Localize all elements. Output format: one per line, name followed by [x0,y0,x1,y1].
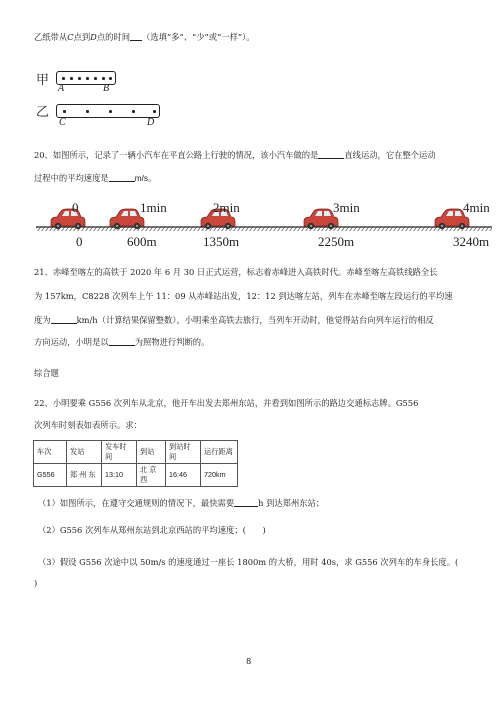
train-timetable [33,440,238,487]
page-number: 8 [246,656,252,666]
timetable-header: 发车时间 [102,441,137,464]
q21-text: 度为 [34,315,51,325]
timetable-header: 运行距离 [201,441,238,464]
tape-yi-dot [63,110,66,113]
timetable-cell: 北京西 [137,464,166,487]
q20-text: 直线运动，它在整个运动 [344,150,436,160]
tape-jia-dot [62,77,65,80]
q21-text: 为照物进行判断的。 [134,337,210,347]
q20-blank-motion[interactable] [318,149,344,159]
q21-line-2: 为 157km，C8228 次列车上午 11：09 从赤峰站出发，12：12 到达喀左站，列车在赤峰至喀左段运行的平均速 [34,291,453,301]
tape-jia-dot [94,77,97,80]
time-label: 4min [463,200,490,215]
q20-blank-speed[interactable] [109,172,135,182]
q21-blank-speed[interactable] [51,314,77,324]
time-label: 1min [140,200,167,215]
q22-sub1-text: （1）如图所示，在遵守交通规则的情况下，最快需要 [38,498,235,508]
q21-line-4 [34,336,209,348]
road-figure [32,198,492,250]
distance-label: 600m [127,234,157,249]
q20-line-1 [34,149,436,161]
q22-sub-3: （3）假设 G556 次途中以 50m/s 的速度通过一座长 1800m 的大桥，用时 40s，求 G556 次列车的车身长度。( [38,557,459,567]
timetable-header: 发站 [67,441,102,464]
tape-jia-dot [86,77,89,80]
tape-label-b: B [103,83,110,94]
timetable-header: 到站时间 [166,441,201,464]
q21-text: km/h（计算结果保留整数）。小明乘坐高铁去旅行，当列车开动时，他觉得站台向列车运行的相反 [76,315,434,325]
q19-text-tail: （选填“多”、“少”或“一样”）。 [142,32,255,42]
q19-text-mid: 点到 [73,32,91,42]
q19-text-suffix: 点的时间 [96,32,131,42]
timetable-header: 到站 [137,441,166,464]
tape-yi [56,104,160,118]
timetable-cell: 720km [201,464,238,487]
timetable-cell: 13:10 [102,464,137,487]
q20-line-2 [34,172,156,184]
q20-text: 20、如图所示，记录了一辆小汽车在平直公路上行驶的情况，该小汽车做的是 [34,150,319,160]
q21-blank-reference[interactable] [109,336,135,346]
tape-jia-dot [102,77,105,80]
q19-text-prefix: 乙纸带从 [34,32,68,42]
q20-unit: m/s。 [134,173,157,183]
q22-sub1-text: h 到达郑州东站； [258,498,325,508]
time-label: 0 [72,200,79,215]
distance-label: 1350m [203,234,240,249]
q19-tail-line [34,31,255,43]
tape-label-a: A [58,83,65,94]
q21-text: 方向运动，小明是以 [34,337,109,347]
q21-line-3 [34,314,434,326]
distance-label: 3240m [453,234,490,249]
q19-point-d: D [90,32,97,42]
q19-answer-blank[interactable] [130,31,142,41]
q22-sub-1 [38,497,324,509]
q22-line-1: 22、小明要乘 G556 次列车从北京，他开车出发去郑州东站，并看到如图所示的路边交通标志牌。G556 [34,398,419,408]
timetable-cell: 郑州东 [67,464,102,487]
distance-label: 2250m [318,234,355,249]
timetable-row [34,464,238,487]
timetable-cell: 16:46 [166,464,201,487]
tape-figure [36,66,166,134]
tape-yi-dot [86,110,89,113]
tape-label-d: D [147,117,155,128]
q22-sub-2: （2）G556 次列车从郑州东站到北京西站的平均速度；( ) [38,525,266,535]
section-title: 综合题 [34,368,59,378]
time-label: 3min [333,200,360,215]
tape-jia-dot [109,77,112,80]
timetable-cell: G556 [34,464,67,487]
q21-line-1: 21、赤峰至喀左的高铁于 2020 年 6 月 30 日正式运营，标志着赤峰进入高铁时代。赤峰至喀左高铁线路全长 [34,267,438,277]
tape-row-yi-label: 乙 [36,105,50,120]
road-figure-svg [32,198,492,250]
q22-line-2: 次列车时刻表如表所示。求： [34,420,142,430]
q20-text: 过程中的平均速度是 [34,173,109,183]
timetable-header: 车次 [34,441,67,464]
car-1min [110,209,144,229]
tape-yi-dot [132,110,135,113]
timetable-header-row [34,441,238,464]
tape-jia-dot [70,77,73,80]
distance-label: 0 [76,234,83,249]
q22-sub-3-close: ) [34,578,38,588]
tape-label-c: C [59,117,66,128]
car-0 [51,209,85,229]
tape-yi-dot [153,110,156,113]
time-label: 2min [213,200,240,215]
q19-point-c: C [67,32,74,42]
road-hatch [36,227,492,231]
tape-row-jia-label: 甲 [36,73,50,88]
q22-blank-hours[interactable] [234,497,258,507]
tape-yi-dot [109,110,112,113]
tape-jia-dot [78,77,81,80]
